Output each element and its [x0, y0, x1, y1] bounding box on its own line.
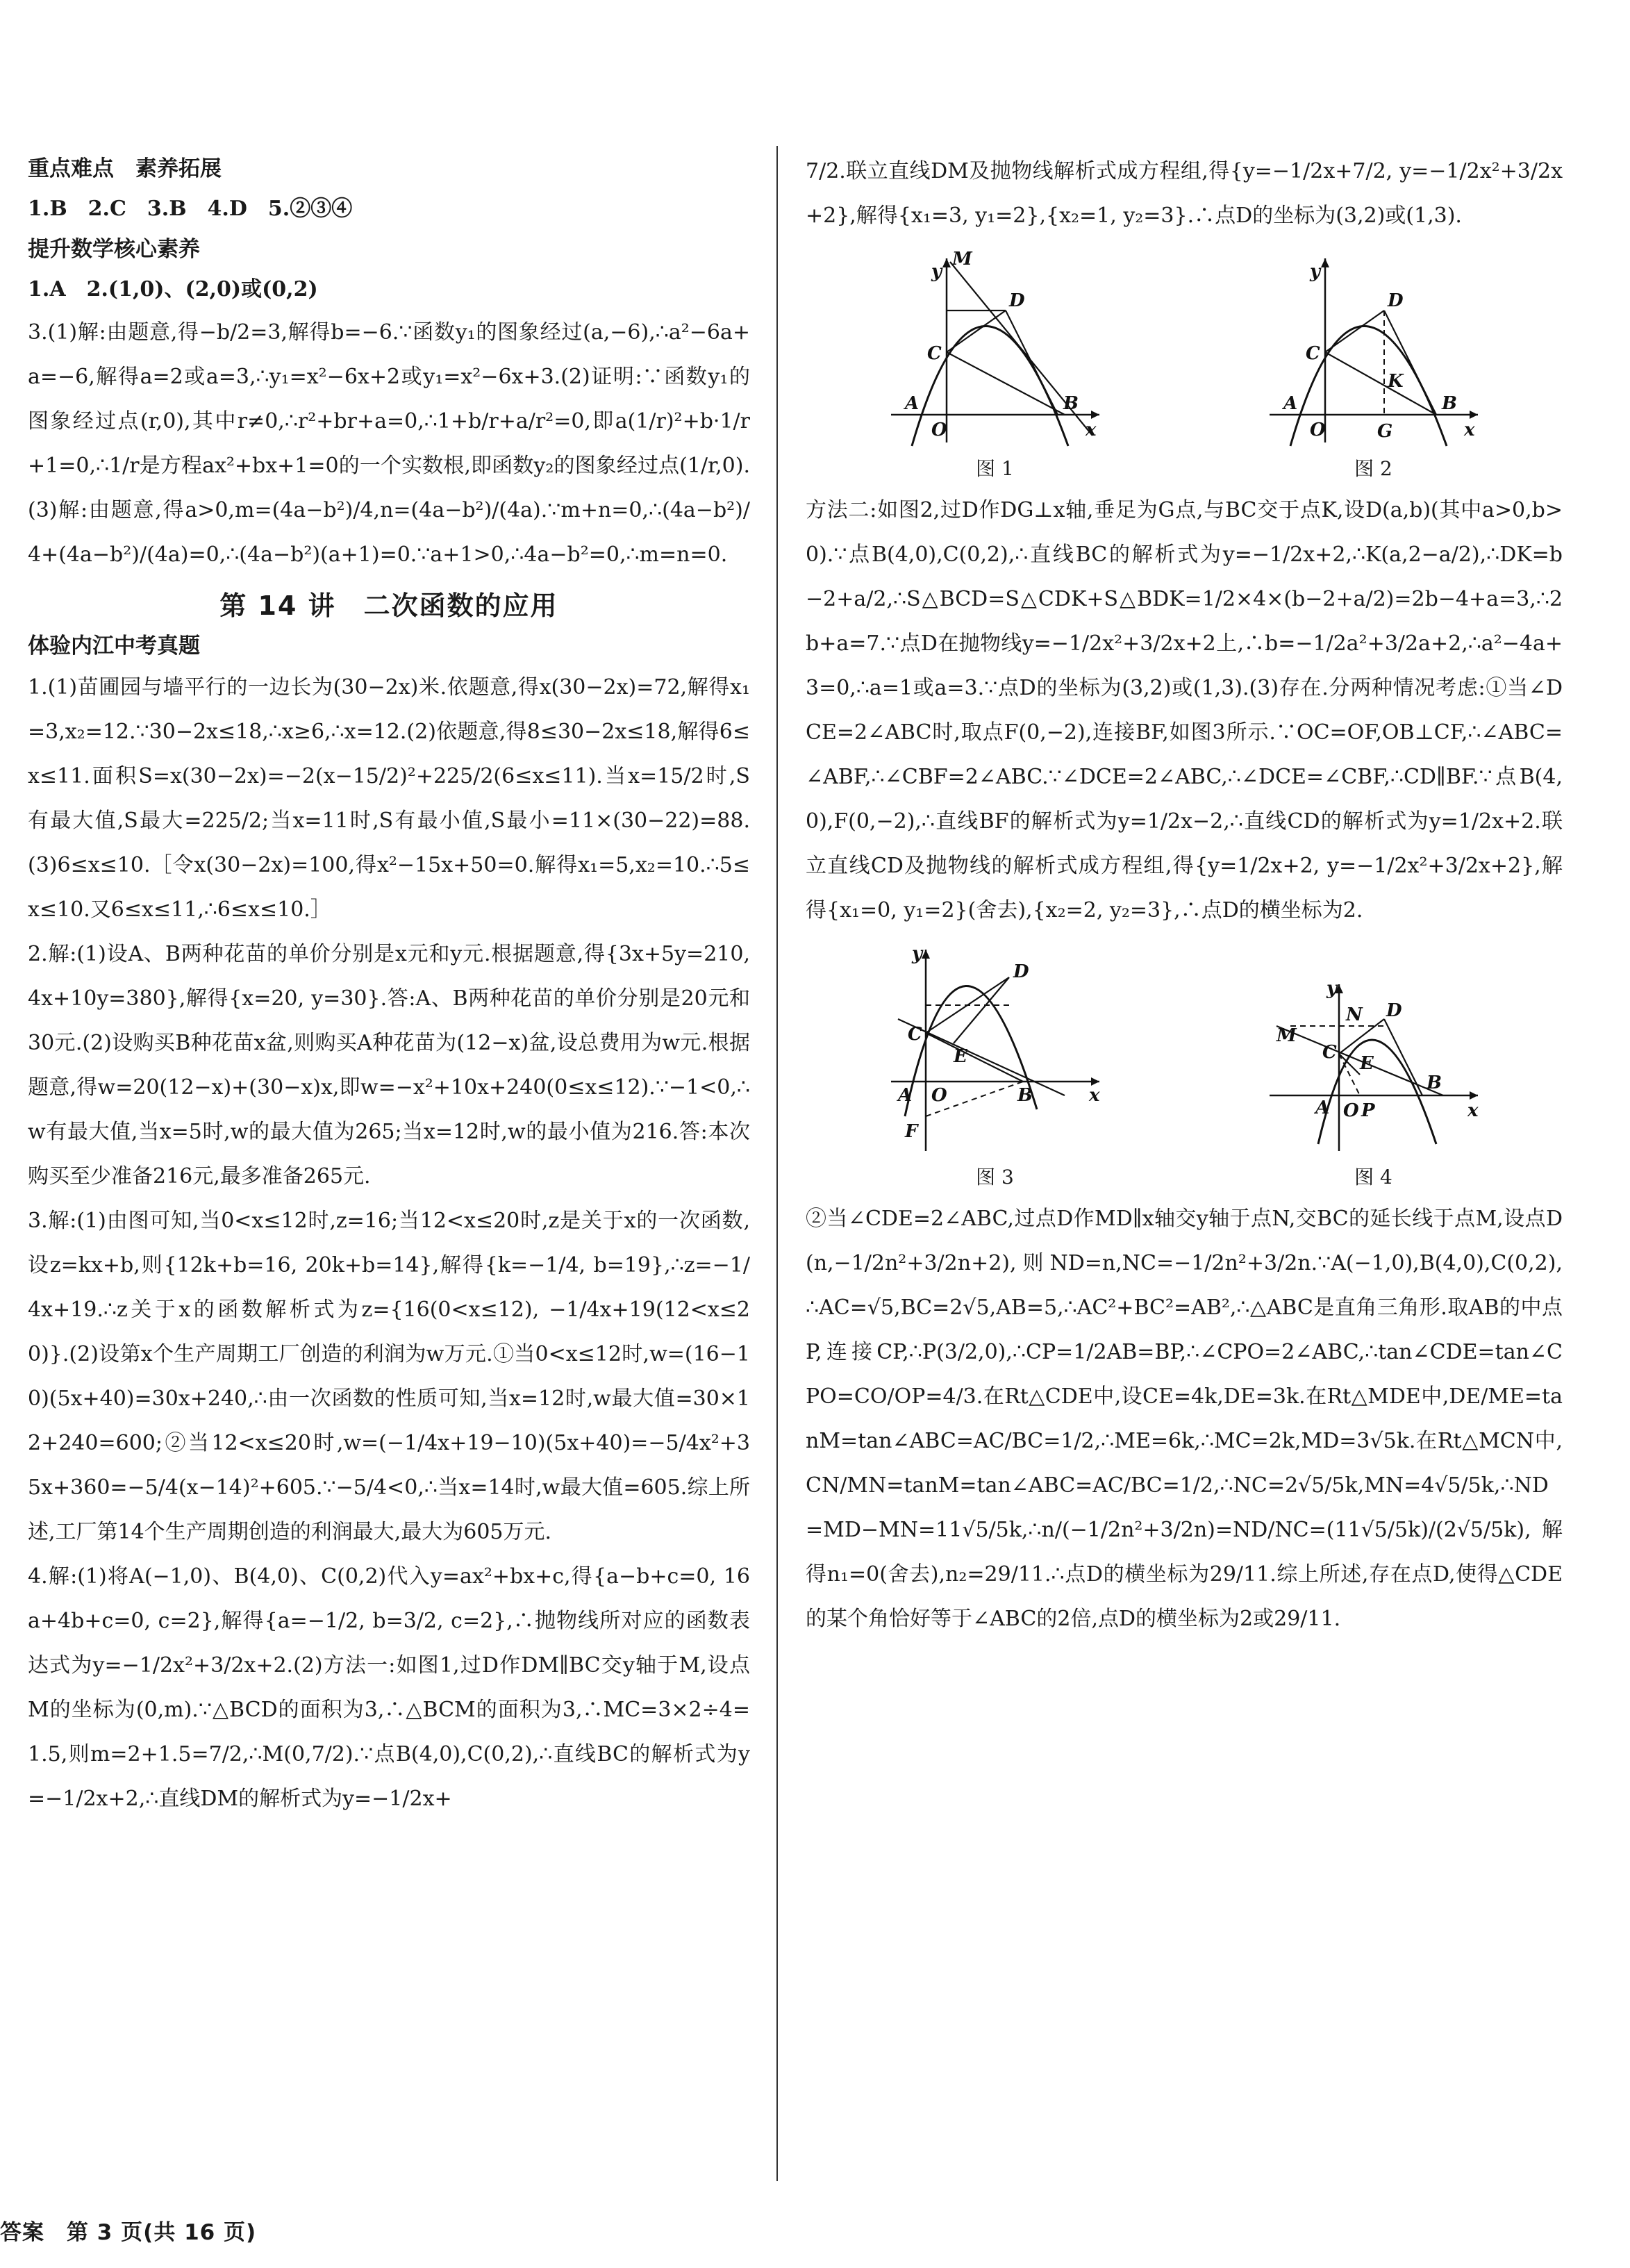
svg-text:B: B: [1063, 393, 1079, 414]
figure-3-graph: [884, 943, 1106, 1158]
figure-3: [884, 943, 1106, 1190]
svg-text:O: O: [1309, 420, 1326, 440]
svg-text:C: C: [907, 1024, 922, 1045]
figure-1: [884, 248, 1106, 481]
page-footer: 答案 第 3 页(共 16 页): [0, 2220, 257, 2245]
figure-4: [1263, 977, 1485, 1190]
figure-2: [1263, 248, 1485, 481]
svg-text:A: A: [897, 1085, 912, 1106]
figure-4-caption: 图 4: [1354, 1166, 1392, 1189]
svg-text:D: D: [1386, 1000, 1402, 1021]
method-two-and-part-3: 方法二:如图2,过D作DG⊥x轴,垂足为G点,与BC交于点K,设D(a,b)(其中a>0,b>0).∵点B(4,0),C(0,2),∴直线BC的解析式为y=−1/2x+2,∴K(a,2−a/2),∴DK=b−2+a/2,∴S△BCD=S△CDK+S△BDK=1/2×4×(b−2+a/2)=2b−4+a=3,∴2b+a=7.∵点D在抛物线y=−1/2x²+3/2x+2上,∴b=−1/2a²+3/2a+2,∴a²−4a+3=0,∴a=1或a=3.∵点D的坐标为(3,2)或(1,3).(3)存在.分两种情况考虑:①当∠DCE=2∠ABC时,取点F(0,−2),连接BF,如图3所示.∵OC=OF,OB⊥CF,∴∠ABC=∠ABF,∴∠CBF=2∠ABC.∵∠DCE=2∠ABC,∴∠DCE=∠CBF,∴CD∥BF.∵点B(4,0),F(0,−2),∴直线BF的解析式为y=1/2x−2,∴直线CD的解析式为y=1/2x+2.联立直线CD及抛物线的解析式成方程组,得{y=1/2x+2, y=−1/2x²+3/2x+2},解得{x₁=0, y₁=2}(舍去),{x₂=2, y₂=3},∴点D的横坐标为2.: [806, 498, 1563, 922]
section-title-core-literacy: 提升数学核心素养: [28, 237, 200, 262]
question-3-solution: 3.(1)解:由题意,得−b/2=3,解得b=−6.∵函数y₁的图象经过(a,−6),∴a²−6a+a=−6,解得a=2或a=3,∴y₁=x²−6x+2或y₁=x²−6x+3.(2)证明:∵函数y₁的图象经过点(r,0),其中r≠0,∴r²+br+a=0,∴1+b/r+a/r²=0,即a(1/r)²+b·1/r+1=0,∴1/r是方程ax²+bx+1=0的一个实数根,即函数y₂的图象经过点(1/r,0).(3)解:由题意,得a>0,m=(4a−b²)/4,n=(4a−b²)/(4a).∵m+n=0,∴(4a−b²)/4+(4a−b²)/(4a)=0,∴(4a−b²)(a+1)=0.∵a+1>0,∴4a−b²=0,∴m=n=0.: [28, 320, 750, 567]
svg-text:D: D: [1008, 290, 1025, 311]
svg-text:C: C: [926, 343, 942, 364]
figure-1-caption: 图 1: [976, 457, 1014, 480]
column-divider: [776, 146, 778, 2181]
svg-text:D: D: [1387, 290, 1404, 311]
svg-text:y: y: [931, 261, 942, 282]
svg-text:y: y: [1326, 978, 1337, 999]
svg-text:y: y: [1309, 261, 1320, 282]
figure-1-graph: [884, 248, 1106, 449]
right-column: [806, 149, 1563, 1641]
figure-3-caption: 图 3: [976, 1166, 1014, 1189]
key-points-answers: 1.B 2.C 3.B 4.D 5.②③④: [28, 197, 353, 221]
svg-text:O: O: [931, 1085, 947, 1106]
left-column: [28, 149, 750, 1821]
svg-text:K: K: [1387, 371, 1404, 392]
section-title-exam-questions: 体验内江中考真题: [28, 634, 200, 659]
figure-2-caption: 图 2: [1354, 457, 1392, 480]
section-title-key-points: 重点难点 素养拓展: [28, 156, 222, 181]
figure-row-2: [806, 943, 1563, 1190]
svg-text:x: x: [1467, 1100, 1479, 1121]
exam-question-4: 4.解:(1)将A(−1,0)、B(4,0)、C(0,2)代入y=ax²+bx+c,得{a−b+c=0, 16a+4b+c=0, c=2},解得{a=−1/2, b=3/2, c=2},∴抛物线所对应的函数表达式为y=−1/2x²+3/2x+2.(2)方法一:如图1,过D作DM∥BC交y轴于M,设点M的坐标为(0,m).∵△BCD的面积为3,∴△BCM的面积为3,∴MC=3×2÷4=1.5,则m=2+1.5=7/2,∴M(0,7/2).∵点B(4,0),C(0,2),∴直线BC的解析式为y=−1/2x+2,∴直线DM的解析式为y=−1/2x+: [28, 1564, 750, 1811]
svg-text:P: P: [1361, 1100, 1375, 1121]
core-literacy-answers: 1.A 2.(1,0)、(2,0)或(0,2): [28, 277, 318, 301]
svg-text:E: E: [1359, 1053, 1374, 1074]
svg-text:x: x: [1085, 420, 1097, 440]
svg-text:x: x: [1088, 1085, 1100, 1106]
svg-text:F: F: [904, 1121, 917, 1142]
svg-text:x: x: [1463, 420, 1475, 440]
svg-text:B: B: [1426, 1073, 1442, 1093]
svg-text:G: G: [1377, 421, 1392, 442]
svg-text:A: A: [1283, 393, 1297, 414]
figure-row-1: [806, 248, 1563, 481]
svg-text:B: B: [1017, 1085, 1033, 1106]
svg-text:D: D: [1013, 961, 1029, 982]
case-two-solution: ②当∠CDE=2∠ABC,过点D作MD∥x轴交y轴于点N,交BC的延长线于点M,设点D(n,−1/2n²+3/2n+2),则ND=n,NC=−1/2n²+3/2n.∵A(−1,0),B(4,0),C(0,2),∴AC=√5,BC=2√5,AB=5,∴AC²+BC²=AB²,∴△ABC是直角三角形.取AB的中点P,连接CP,∴P(3/2,0),∴CP=1/2AB=BP,∴∠CPO=2∠ABC,∴tan∠CDE=tan∠CPO=CO/OP=4/3.在Rt△CDE中,设CE=4k,DE=3k.在Rt△MDE中,DE/ME=tanM=tan∠ABC=AC/BC=1/2,∴ME=6k,∴MC=2k,MD=3√5k.在Rt△MCN中,CN/MN=tanM=tan∠ABC=AC/BC=1/2,∴NC=2√5/5k,MN=4√5/5k,∴ND=MD−MN=11√5/5k,∴n/(−1/2n²+3/2n)=ND/NC=(11√5/5k)/(2√5/5k),解得n₁=0(舍去),n₂=29/11.∴点D的横坐标为29/11.综上所述,存在点D,使得△CDE的某个角恰好等于∠ABC的2倍,点D的横坐标为2或29/11.: [806, 1207, 1563, 1631]
figure-4-graph: [1263, 977, 1485, 1158]
svg-text:A: A: [1315, 1098, 1329, 1118]
q4-continued-solution: 7/2.联立直线DM及抛物线解析式成方程组,得{y=−1/2x+7/2, y=−1/2x²+3/2x+2},解得{x₁=3, y₁=2},{x₂=1, y₂=3}.∴点D的坐标为(3,2)或(1,3).: [806, 159, 1563, 228]
svg-text:y: y: [911, 943, 922, 964]
figure-2-graph: [1263, 248, 1485, 449]
lecture-title: 第 14 讲 二次函数的应用: [219, 590, 558, 621]
svg-text:M: M: [951, 249, 972, 270]
svg-text:C: C: [1322, 1042, 1337, 1063]
exam-question-2: 2.解:(1)设A、B两种花苗的单价分别是x元和y元.根据题意,得{3x+5y=210, 4x+10y=380},解得{x=20, y=30}.答:A、B两种花苗的单价分别是20元和30元.(2)设购买B种花苗x盆,则购买A种花苗为(12−x)盆,设总费用为w元.根据题意,得w=20(12−x)+(30−x)x,即w=−x²+10x+240(0≤x≤12).∵−1<0,∴w有最大值,当x=5时,w的最大值为265;当x=12时,w的最小值为216.答:本次购买至少准备216元,最多准备265元.: [28, 942, 750, 1189]
exam-question-3: 3.解:(1)由图可知,当0<x≤12时,z=16;当12<x≤20时,z是关于x的一次函数,设z=kx+b,则{12k+b=16, 20k+b=14},解得{k=−1/4, b=19},∴z=−1/4x+19.∴z关于x的函数解析式为z={16(0<x≤12), −1/4x+19(12<x≤20)}.(2)设第x个生产周期工厂创造的利润为w万元.①当0<x≤12时,w=(16−10)(5x+40)=30x+240,∴由一次函数的性质可知,当x=12时,w最大值=30×12+240=600;②当12<x≤20时,w=(−1/4x+19−10)(5x+40)=−5/4x²+35x+360=−5/4(x−14)²+605.∵−5/4<0,∴当x=14时,w最大值=605.综上所述,工厂第14个生产周期创造的利润最大,最大为605万元.: [28, 1209, 750, 1544]
svg-text:A: A: [904, 393, 919, 414]
svg-text:E: E: [953, 1046, 967, 1067]
svg-text:O: O: [1342, 1100, 1359, 1121]
svg-text:N: N: [1345, 1004, 1363, 1025]
svg-text:O: O: [931, 420, 947, 440]
svg-text:B: B: [1441, 393, 1457, 414]
svg-text:C: C: [1305, 343, 1320, 364]
svg-text:M: M: [1276, 1025, 1297, 1046]
exam-question-1: 1.(1)苗圃园与墙平行的一边长为(30−2x)米.依题意,得x(30−2x)=72,解得x₁=3,x₂=12.∵30−2x≤18,∴x≥6,∴x=12.(2)依题意,得8≤30−2x≤18,解得6≤x≤11.面积S=x(30−2x)=−2(x−15/2)²+225/2(6≤x≤11).当x=15/2时,S有最大值,S最大=225/2;当x=11时,S有最小值,S最小=11×(30−22)=88.(3)6≤x≤10.［令x(30−2x)=100,得x²−15x+50=0.解得x₁=5,x₂=10.∴5≤x≤10.又6≤x≤11,∴6≤x≤10.］: [28, 675, 750, 922]
